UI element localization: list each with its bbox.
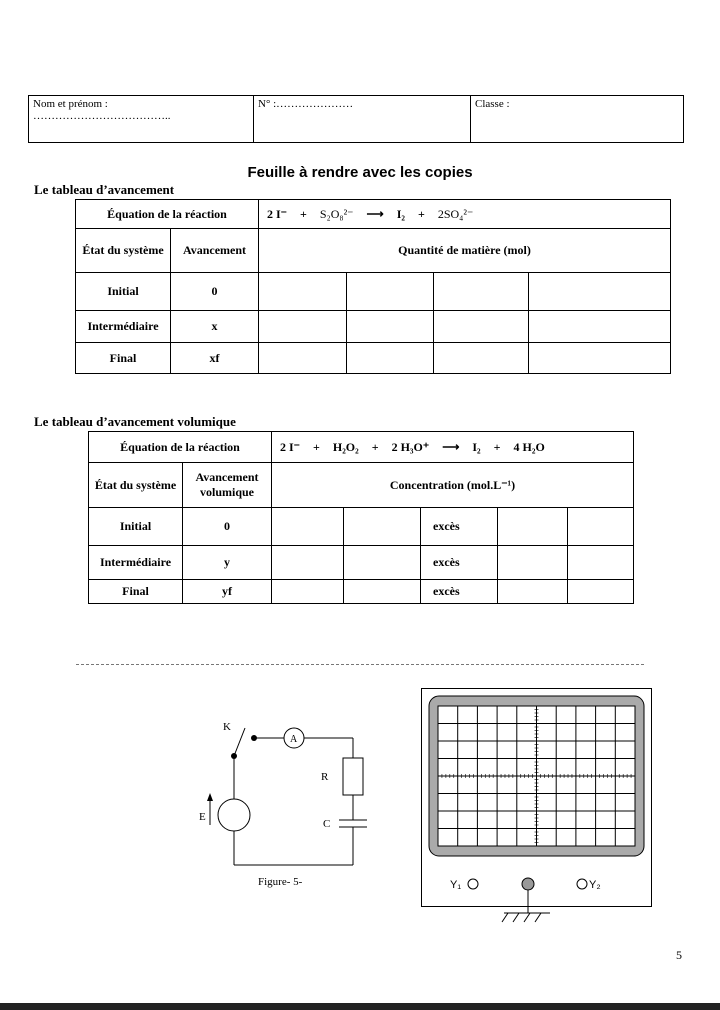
generator-label: E (199, 811, 206, 823)
table2-equation (272, 432, 634, 463)
class-cell (471, 96, 684, 143)
row-advancement: x (171, 311, 259, 343)
row-advancement: yf (183, 580, 272, 604)
table-row (76, 273, 671, 311)
row-state: Initial (89, 508, 183, 546)
row-advancement: xf (171, 343, 259, 374)
eq1-term: 2SO₄²⁻ (437, 206, 474, 221)
y1-label: Y₁ (450, 879, 462, 891)
table-row (89, 508, 634, 546)
resistor-r (343, 758, 363, 795)
eq2-term: 2 H₃O⁺ (391, 439, 430, 454)
page-number: 5 (676, 948, 682, 962)
eq2-term: I₂ (472, 439, 481, 454)
table-row (89, 580, 634, 604)
eq2-term: H₂O₂ (332, 439, 359, 454)
table1-advancement-label: Avancement (171, 229, 259, 273)
eq1-arrow: ⟶ (366, 206, 384, 221)
row-state: Intermédiaire (89, 546, 183, 580)
table2-advancement-label: Avancement volumique (183, 463, 272, 508)
name-label: Nom et prénom : (33, 98, 108, 110)
table-row (76, 343, 671, 374)
table1-quantity-label: Quantité de matière (mol) (259, 229, 671, 273)
ammeter-label: A (290, 734, 298, 745)
table1-equation-label: Équation de la réaction (76, 200, 259, 229)
table1-equation (259, 200, 671, 229)
eq1-term: 2 I⁻ (267, 206, 288, 221)
eq1-plus: + (300, 206, 307, 221)
class-label: Classe : (475, 98, 510, 110)
capacitor-label: C (323, 818, 331, 830)
row-advancement: 0 (171, 273, 259, 311)
excess-cell: excès (421, 508, 498, 546)
excess-cell: excès (421, 580, 498, 604)
eq2-plus: + (313, 439, 320, 454)
table2-section-title: Le tableau d’avancement volumique (34, 414, 236, 429)
table2-concentration-label: Concentration (mol.L⁻¹) (272, 463, 634, 508)
y2-label: Y₂ (589, 879, 601, 891)
student-info-table (28, 95, 684, 143)
number-cell (254, 96, 471, 143)
bottom-bar (0, 1003, 720, 1010)
eq2-term: 4 H₂O (513, 439, 545, 454)
switch-k (234, 728, 245, 756)
volumetric-advancement-table (88, 431, 634, 604)
table2-state-label: État du système (89, 463, 183, 508)
table-row (89, 546, 634, 580)
eq2-plus: + (493, 439, 501, 454)
generator-e (218, 799, 250, 831)
eq1-term: S₂O₈²⁻ (319, 206, 354, 221)
switch-label: K (223, 721, 231, 733)
eq1-term: I₂ (396, 206, 405, 221)
y2-input[interactable] (577, 879, 587, 889)
eq2-plus: + (371, 439, 379, 454)
y1-input[interactable] (468, 879, 478, 889)
eq2-term: 2 I⁻ (280, 439, 301, 454)
ground-input[interactable] (522, 878, 534, 890)
figure-caption: Figure- 5- (258, 876, 303, 888)
number-label: N° :………………… (258, 98, 354, 110)
resistor-label: R (321, 771, 329, 783)
table-row (76, 311, 671, 343)
row-advancement: y (183, 546, 272, 580)
separator-line (76, 664, 644, 665)
circuit-diagram (190, 700, 390, 900)
table1-state-label: État du système (76, 229, 171, 273)
page-title: Feuille à rendre avec les copies (247, 164, 473, 181)
row-state: Initial (76, 273, 171, 311)
name-dots: ……………………………….. (33, 110, 171, 122)
row-state: Final (76, 343, 171, 374)
excess-cell: excès (421, 546, 498, 580)
name-cell (29, 96, 254, 143)
eq1-plus: + (417, 206, 425, 221)
table1-section-title: Le tableau d’avancement (34, 182, 175, 197)
oscilloscope (418, 688, 658, 938)
table2-equation-label: Équation de la réaction (89, 432, 272, 463)
row-state: Final (89, 580, 183, 604)
row-advancement: 0 (183, 508, 272, 546)
row-state: Intermédiaire (76, 311, 171, 343)
eq2-arrow: ⟶ (442, 439, 460, 454)
advancement-table (75, 199, 671, 374)
